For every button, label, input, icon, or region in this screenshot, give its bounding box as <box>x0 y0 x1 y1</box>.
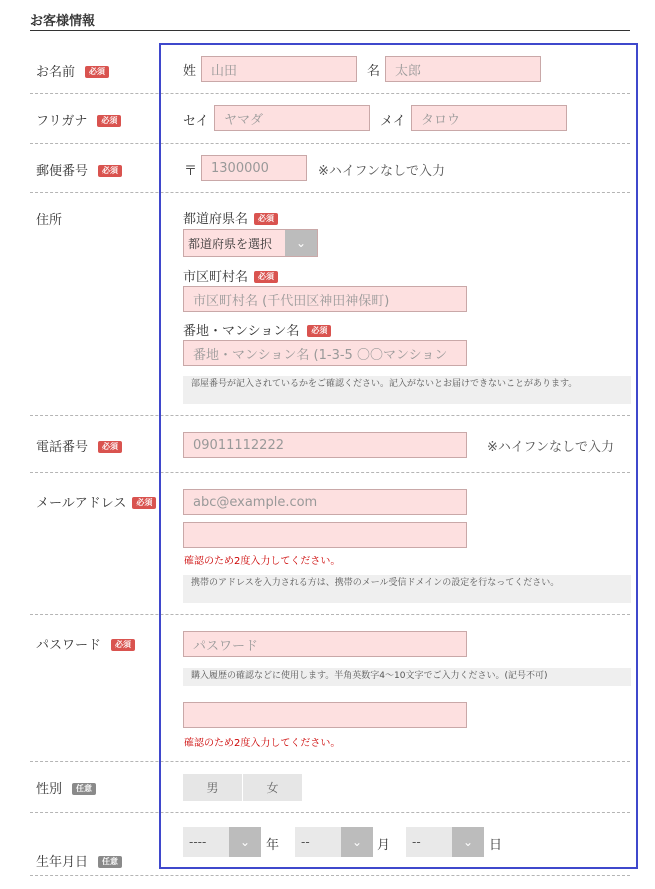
street-label: 番地・マンション名 <box>183 324 300 339</box>
gender-male-button[interactable]: 男 <box>183 774 243 801</box>
title-rule <box>30 30 630 31</box>
password-label: パスワード <box>36 638 102 653</box>
chevron-down-icon: ⌄ <box>229 827 261 857</box>
birth-day-value: -- <box>406 827 452 857</box>
prefecture-label-wrap <box>183 208 278 227</box>
email-input[interactable]: abc@example.com <box>183 489 467 515</box>
phone-row-label <box>36 436 122 455</box>
address-note: 部屋番号が記入されているかをご確認ください。記入がないとお届けできないことがあります。 <box>183 376 631 404</box>
street-label-wrap <box>183 320 331 339</box>
last-kana-label: セイ <box>183 114 209 129</box>
required-badge: 必須 <box>111 639 135 651</box>
password-row-label <box>36 634 135 653</box>
birth-day-select[interactable] <box>406 827 484 857</box>
email-warning: 確認のため2度入力してください。 <box>184 556 341 567</box>
gender-row-label <box>36 778 96 797</box>
city-label: 市区町村名 <box>183 270 249 285</box>
birthday-label: 生年月日 <box>36 855 89 870</box>
birth-year-unit: 年 <box>266 838 280 853</box>
street-input[interactable]: 番地・マンション名 (1-3-5 〇〇マンション <box>183 340 467 366</box>
postal-label: 郵便番号 <box>36 164 89 179</box>
postal-hint: ※ハイフンなしで入力 <box>318 164 445 179</box>
required-badge: 必須 <box>254 213 278 225</box>
required-badge: 必須 <box>98 165 122 177</box>
optional-badge: 任意 <box>98 856 122 868</box>
chevron-down-icon: ⌄ <box>341 827 373 857</box>
last-name-input[interactable]: 山田 <box>201 56 357 82</box>
birth-month-value: -- <box>295 827 341 857</box>
phone-input[interactable]: 09011112222 <box>183 432 467 458</box>
required-badge: 必須 <box>132 497 156 509</box>
birth-year-value: ---- <box>183 827 229 857</box>
furigana-row-label <box>36 110 121 129</box>
birth-day-unit: 日 <box>489 838 503 853</box>
email-row-label <box>36 492 156 511</box>
required-badge: 必須 <box>307 325 331 337</box>
first-kana-label: メイ <box>380 114 406 129</box>
first-kana-input[interactable]: タロウ <box>411 105 567 131</box>
name-label: お名前 <box>36 65 76 80</box>
first-name-input[interactable]: 太郎 <box>385 56 541 82</box>
required-badge: 必須 <box>98 441 122 453</box>
email-confirm-input[interactable] <box>183 522 467 548</box>
required-badge: 必須 <box>97 115 121 127</box>
address-row-label <box>36 209 62 228</box>
prefecture-label: 都道府県名 <box>183 212 249 227</box>
city-label-wrap <box>183 266 278 285</box>
required-badge: 必須 <box>85 66 109 78</box>
name-row-label <box>36 61 109 80</box>
city-input[interactable]: 市区町村名 (千代田区神田神保町) <box>183 286 467 312</box>
email-label: メールアドレス <box>36 496 127 511</box>
birth-year-select[interactable] <box>183 827 261 857</box>
gender-female-button[interactable]: 女 <box>243 774 303 801</box>
prefecture-select[interactable] <box>183 229 318 257</box>
section-title: お客様情報 <box>30 14 96 29</box>
gender-label: 性別 <box>36 782 63 797</box>
first-name-label: 名 <box>367 64 381 79</box>
prefecture-select-value: 都道府県を選択 <box>184 230 285 256</box>
password-warning: 確認のため2度入力してください。 <box>184 738 341 749</box>
postal-mark: 〒 <box>184 164 198 179</box>
password-note: 購入履歴の確認などに使用します。半角英数字4～10文字でご入力ください。(記号不可) <box>183 668 631 686</box>
password-confirm-input[interactable] <box>183 702 467 728</box>
birthday-row-label <box>36 851 122 870</box>
last-name-label: 姓 <box>183 64 197 79</box>
phone-label: 電話番号 <box>36 440 89 455</box>
required-badge: 必須 <box>254 271 278 283</box>
phone-hint: ※ハイフンなしで入力 <box>487 440 614 455</box>
last-kana-input[interactable]: ヤマダ <box>214 105 370 131</box>
birth-month-select[interactable] <box>295 827 373 857</box>
postal-row-label <box>36 160 122 179</box>
postal-input[interactable]: 1300000 <box>201 155 307 181</box>
email-note: 携帯のアドレスを入力される方は、携帯のメール受信ドメインの設定を行なってください。 <box>183 575 631 603</box>
furigana-label: フリガナ <box>36 114 88 129</box>
optional-badge: 任意 <box>72 783 96 795</box>
address-label: 住所 <box>36 213 63 228</box>
gender-toggle <box>183 774 303 801</box>
chevron-down-icon: ⌄ <box>452 827 484 857</box>
chevron-down-icon: ⌄ <box>285 230 317 256</box>
birth-month-unit: 月 <box>377 838 391 853</box>
row-divider <box>30 875 630 876</box>
password-input[interactable]: パスワード <box>183 631 467 657</box>
